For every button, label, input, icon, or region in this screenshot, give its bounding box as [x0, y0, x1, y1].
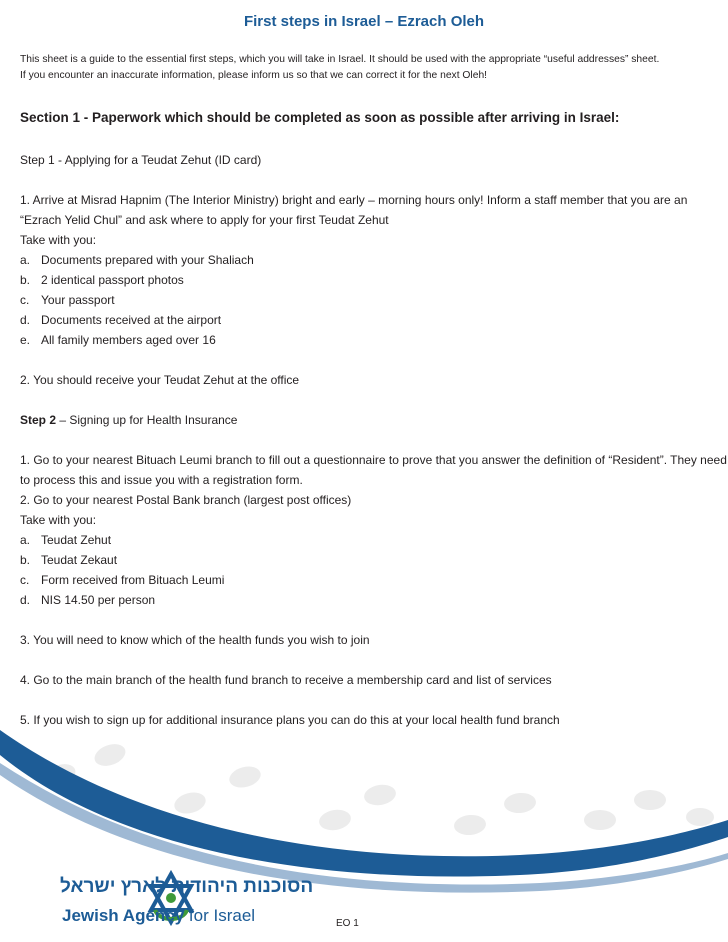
step-2-heading — [20, 410, 710, 430]
intro-text — [20, 52, 720, 84]
list-item: d. NIS 14.50 per person — [20, 593, 156, 607]
step-1-heading: Step 1 - Applying for a Teudat Zehut (ID card) — [20, 153, 262, 167]
step-1-item-1-line-1: 1. Arrive at Misrad Hapnim (The Interior Ministry) bright and early – morning hours only! Inform a staff member that you are an — [20, 193, 688, 207]
step-2-item-3: 3. You will need to know which of the health funds you wish to join — [20, 633, 370, 647]
step-2-item-1-line-2: to process this and issue you with a registration form. — [20, 473, 303, 487]
step-2-take-with: Take with you: — [20, 513, 97, 527]
step-2 — [20, 410, 727, 730]
step-1-item-2: 2. You should receive your Teudat Zehut at the office — [20, 373, 300, 387]
logo-english-text: Jewish Agency for Israel — [62, 906, 256, 925]
step-1 — [20, 150, 710, 390]
list-item: a. Teudat Zehut — [20, 533, 112, 547]
page-title: First steps in Israel – Ezrach Oleh — [243, 13, 485, 30]
list-item: e. All family members aged over 16 — [20, 333, 216, 347]
intro-line-2: If you encounter an inaccurate information, please inform us so that we can correct it for the next Oleh! — [20, 70, 488, 81]
step-2-list — [20, 530, 710, 610]
intro-line-1: This sheet is a guide to the essential first steps, which you will take in Israel. It should be used with the appropriate “useful addresses” sheet. — [20, 54, 660, 65]
section-1-heading: Section 1 - Paperwork which should be completed as soon as possible after arriving in Israel: — [20, 110, 620, 125]
step-2-item-1-line-1: 1. Go to your nearest Bituach Leumi branch to fill out a questionnaire to prove that you answer the definition of “Resident”. They need — [20, 453, 727, 467]
list-item: a. Documents prepared with your Shaliach — [20, 253, 254, 267]
list-item: c. Form received from Bituach Leumi — [20, 573, 225, 587]
step-2-item-4: 4. Go to the main branch of the health fund branch to receive a membership card and list of services — [20, 673, 552, 687]
step-2-heading-bold: Step 2 — [20, 413, 57, 427]
list-item: b. 2 identical passport photos — [20, 273, 184, 287]
step-2-heading-rest: – Signing up for Health Insurance — [56, 413, 238, 427]
step-1-list — [20, 250, 710, 350]
step-1-item-1-line-2: “Ezrach Yelid Chul” and ask where to apply for your first Teudat Zehut — [20, 213, 389, 227]
step-1-take-with: Take with you: — [20, 233, 97, 247]
list-item: d. Documents received at the airport — [20, 313, 222, 327]
page-number: EO 1 — [336, 918, 359, 929]
list-item: c. Your passport — [20, 293, 115, 307]
step-2-item-5: 5. If you wish to sign up for additional insurance plans you can do this at your local health fund branch — [20, 713, 560, 727]
logo-hebrew-text: הסוכנות היהודית לארץ ישראל — [60, 876, 314, 897]
list-item: b. Teudat Zekaut — [20, 553, 118, 567]
step-2-item-2: 2. Go to your nearest Postal Bank branch (largest post offices) — [20, 493, 352, 507]
